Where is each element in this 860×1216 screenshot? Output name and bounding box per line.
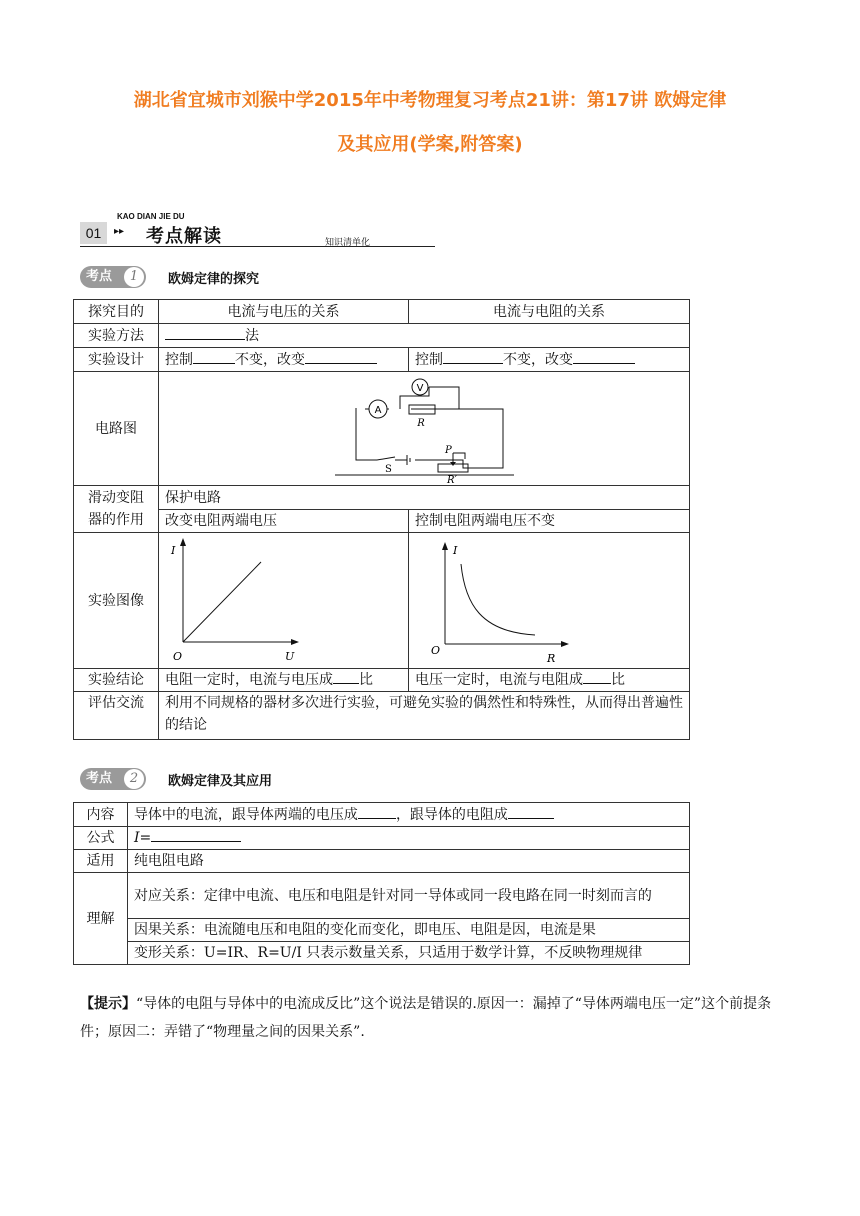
cell (409, 669, 690, 692)
ammeter-label: A (374, 404, 382, 416)
cell: 对应关系：定律中电流、电压和电阻是针对同一导体或同一段电路在同一时刻而言的 (127, 873, 689, 919)
origin-label: O (173, 649, 183, 663)
cell (159, 324, 690, 348)
rheostat-label: R′ (447, 474, 457, 485)
x-axis-label: R (547, 651, 556, 665)
switch-label: S (385, 463, 392, 475)
text: 导体中的电流，跟导体两端的电压成 (133, 806, 358, 823)
cell (409, 348, 690, 372)
table-row (74, 510, 690, 533)
text: 不变，改变 (503, 351, 573, 368)
row-header: 实验方法 (74, 324, 159, 348)
section1-label: 欧姆定律的探究 (168, 272, 260, 287)
table-row (74, 533, 690, 669)
text: 控制 (165, 351, 193, 368)
blank-line (583, 669, 611, 684)
method-suffix: 法 (245, 327, 259, 344)
banner-pinyin: KAO DIAN JIE DU (117, 212, 185, 221)
graph-i-u (159, 534, 407, 668)
cell (127, 803, 689, 827)
table-row (74, 942, 690, 965)
cell (159, 669, 409, 692)
graph-cell (159, 533, 409, 669)
row-header: 评估交流 (74, 692, 159, 740)
x-axis-label: U (285, 649, 295, 663)
blank-line (165, 325, 245, 340)
section2-label: 欧姆定律及其应用 (168, 774, 273, 789)
blank-line (443, 349, 503, 364)
origin-label: O (431, 643, 441, 657)
doc-title-line2: 及其应用(学案,附答案) (337, 134, 523, 155)
row-header: 实验图像 (74, 533, 159, 669)
resistor-label: R (417, 417, 425, 429)
text: 电压一定时，电流与电阻成 (415, 672, 583, 688)
row-header: 电路图 (74, 372, 159, 486)
circuit-diagram (159, 373, 689, 485)
graph-i-r (409, 534, 689, 668)
cell: 纯电阻电路 (127, 850, 689, 873)
cell (159, 348, 409, 372)
kaodian-tag: 考点 (86, 269, 113, 284)
table-row (74, 850, 690, 873)
row-header: 探究目的 (74, 300, 159, 324)
blank-line (151, 827, 241, 842)
banner-divider (80, 246, 435, 247)
text: 电阻一定时，电流与电压成 (165, 672, 333, 688)
ohm-explore-table (73, 299, 690, 740)
hint-label: 【提示】 (80, 996, 136, 1012)
row-header: 适用 (74, 850, 128, 873)
blank-line (573, 349, 635, 364)
row-header-part: 器的作用 (88, 512, 144, 528)
text: 比 (359, 672, 373, 688)
blank-line (333, 669, 359, 684)
double-arrow-icon: ▸▸ (114, 226, 125, 237)
row-header: 实验设计 (74, 348, 159, 372)
table-row (74, 669, 690, 692)
table-row (74, 803, 690, 827)
cell: 保护电路 (159, 486, 690, 510)
banner-heading: 考点解读 (146, 226, 222, 247)
table-row (74, 372, 690, 486)
blank-line (358, 804, 396, 819)
blank-line (193, 349, 235, 364)
text: ，跟导体的电阻成 (395, 806, 508, 823)
section-banner (80, 212, 435, 250)
cell: 因果关系：电流随电压和电阻的变化而变化，即电压、电阻是因，电流是果 (127, 919, 689, 942)
cell: 电流与电阻的关系 (409, 300, 690, 324)
text: 比 (611, 672, 625, 688)
y-axis-label: I (453, 543, 458, 557)
slider-label: P (445, 444, 452, 456)
y-axis-label: I (171, 543, 176, 557)
table-row (74, 324, 690, 348)
banner-number: 01 (80, 222, 107, 244)
cell: 控制电阻两端电压不变 (409, 510, 690, 533)
blank-line (305, 349, 377, 364)
kaodian-number: 1 (124, 267, 144, 287)
table-row (74, 827, 690, 850)
row-header: 理解 (74, 873, 128, 965)
row-header (74, 486, 159, 533)
kaodian-number: 2 (124, 769, 144, 789)
cell: 电流与电压的关系 (159, 300, 409, 324)
graph-cell (409, 533, 690, 669)
table-row (74, 692, 690, 740)
cell: 变形关系：U=IR、R=U/I 只表示数量关系，只适用于数学计算，不反映物理规律 (127, 942, 689, 965)
cell: 利用不同规格的器材多次进行实验，可避免实验的偶然性和特殊性，从而得出普遍性的结论 (159, 692, 690, 740)
text: 控制 (415, 351, 443, 368)
hint-text: “导体的电阻与导体中的电流成反比”这个说法是错误的.原因一：漏掉了“导体两端电压一定”这个前提条件；原因二：弄错了“物理量之间的因果关系”. (80, 996, 772, 1040)
row-header: 公式 (74, 827, 128, 850)
voltmeter-label: V (416, 382, 424, 394)
kaodian-tag: 考点 (86, 771, 113, 786)
cell (127, 827, 689, 850)
table-row (74, 873, 690, 919)
row-header: 内容 (74, 803, 128, 827)
circuit-cell (159, 372, 690, 486)
row-header-part: 滑动变阻 (88, 490, 144, 506)
cell: 改变电阻两端电压 (159, 510, 409, 533)
doc-title-line1: 湖北省宜城市刘猴中学2015年中考物理复习考点21讲：第17讲 欧姆定律 (133, 90, 727, 111)
banner-subtitle: 知识清单化 (325, 238, 371, 248)
table-row (74, 300, 690, 324)
hint-paragraph (80, 990, 780, 1046)
row-header: 实验结论 (74, 669, 159, 692)
blank-line (508, 804, 554, 819)
table-row (74, 919, 690, 942)
table-row (74, 486, 690, 510)
table-row (74, 348, 690, 372)
formula-text: I= (133, 830, 152, 846)
ohm-law-table (73, 802, 690, 965)
text: 不变，改变 (235, 351, 305, 368)
